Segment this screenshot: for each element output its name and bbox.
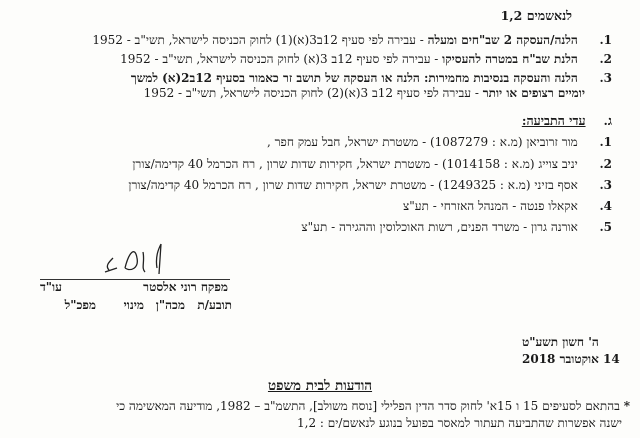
witness-item — [301, 220, 612, 235]
witness-text: אורנה גרון - משרד הפנים, רשות האוכלוסין וההגירה - תע"צ — [301, 220, 578, 234]
witness-text: יניב צוייג (מ.א : 1014158) - משטרת ישראל, חקירות שדות שרון , רח הכרמל 40 קדימה/צורן — [132, 157, 578, 171]
charge-1 — [92, 33, 612, 48]
section-letter: ג. — [603, 113, 612, 128]
charge-number: 3. — [599, 71, 612, 85]
witness-text: מור זרוביאן (מ.א : 1087279) - משטרת ישראל, חבל עמק חפר , — [267, 135, 578, 149]
witnesses-heading — [522, 113, 612, 129]
role-prosecutor: תובע/ת — [197, 298, 232, 312]
date-gregorian: 14 אוקטובר 2018 — [522, 352, 620, 366]
notice-text-1: בהתאם לסעיפים 15 ו 15א' לחוק סדר הדין הפלילי [נוסח משולב], התשמ"ב – 1982, מודיעה המאשימה כי — [116, 399, 620, 413]
witness-item — [132, 157, 612, 172]
defendants-title: לנאשמים 1,2 — [500, 8, 572, 23]
witness-number: 4. — [599, 199, 612, 213]
date-hebrew: ה' חשון תשע"ט — [522, 335, 599, 349]
charge-title: הלנת שב"ח במטרה להעסיקו — [442, 52, 578, 66]
witness-text: אסף בזיני (מ.א : 1249325) - משטרת ישראל, חקירות שדות שרון , רח הכרמל 40 קדימה/צורן — [128, 178, 578, 192]
notice-line-1 — [116, 399, 630, 414]
witness-number: 3. — [599, 178, 612, 192]
role-appointment: מינוי — [123, 298, 144, 312]
witness-item — [128, 178, 612, 193]
notice-bullet: * — [623, 399, 630, 413]
handwritten-signature — [95, 238, 175, 282]
lawyer-title: עו"ד — [40, 280, 62, 294]
role-mkh: מכה"ן — [155, 298, 185, 312]
charge-title: הלנה/העסקה 2 שב"חים ומעלה — [427, 33, 578, 47]
witness-number: 2. — [599, 157, 612, 171]
charge-detail: - עבירה לפי סעיף 12ב 3(א)(2) לחוק הכניסה לישראל, תשי"ב - 1952 — [143, 86, 483, 100]
witness-item — [267, 135, 612, 150]
notice-title: הודעות לבית משפט — [267, 378, 373, 394]
witness-number: 5. — [599, 220, 612, 234]
charge-title: הלנה והעסקה בנסיבות מחמירות: הלנה או העסקה של תושב זר כאמור בסעיף 12ב2(א) למשך — [130, 71, 578, 85]
charge-number: 1. — [599, 33, 612, 47]
charge-detail: - עבירה לפי סעיף 12ב 3(א) לחוק הכניסה לישראל, תשי"ב - 1952 — [120, 52, 443, 66]
charge-detail: - עבירה לפי סעיף 12ב3(א)(1) לחוק הכניסה לישראל, תשי"ב - 1952 — [92, 33, 428, 47]
signer-name: מפקח רוני אלסטר — [143, 280, 228, 294]
witness-number: 1. — [599, 135, 612, 149]
witness-item — [403, 199, 612, 214]
charge-2 — [120, 52, 612, 67]
charge-title-continued: יומיים רצופים או יותר — [482, 86, 585, 100]
charge-3 — [131, 71, 612, 86]
charge-number: 2. — [599, 52, 612, 66]
notice-text-2: ישנה אפשרות שהתביעה תעתור למאסר בפועל בנוגע לנאשם/ים : 1,2 — [297, 416, 622, 430]
role-commissioner: מפכ"ל — [64, 298, 96, 312]
witness-text: אקאלו פנטה - המנהל האזרחי - תע"צ — [403, 199, 578, 213]
witnesses-title: עדי התביעה: — [521, 113, 586, 128]
charge-3-continued — [144, 86, 585, 101]
